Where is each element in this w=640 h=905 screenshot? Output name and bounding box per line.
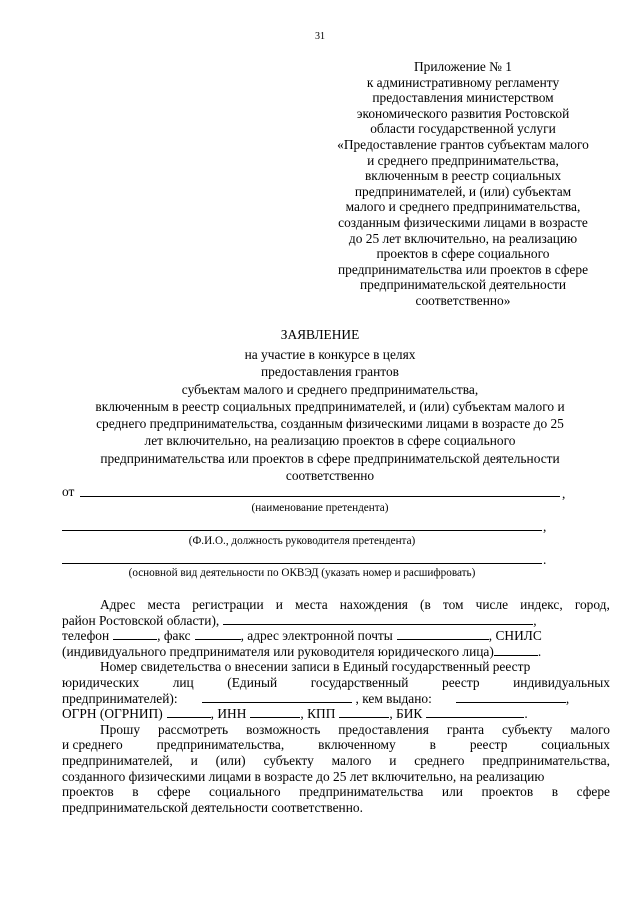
- request-line-6: предпринимательской деятельности соответственно.: [62, 799, 363, 815]
- subtitle-line: включенным в реестр социальных предпринимателей, и (или) субъектам малого и: [95, 398, 565, 414]
- appendix-line: созданным физическими лицами в возрасте: [338, 214, 588, 230]
- appendix-line: проектов в сфере социального: [376, 246, 550, 262]
- comma: ,: [543, 519, 547, 534]
- appendix-line: «Предоставление грантов субъектам малого: [337, 136, 589, 152]
- record-number-field[interactable]: [202, 691, 352, 703]
- caption-head: (Ф.И.О., должность руководителя претендента): [188, 535, 416, 547]
- kpp-field[interactable]: [339, 706, 389, 718]
- document-subtitle: [20, 346, 640, 484]
- caption-okved: (основной вид деятельности по ОКВЭД (указать номер и расшифровать): [128, 567, 476, 579]
- appendix-line: предоставления министерством: [372, 90, 554, 106]
- appendix-line: области государственной услуги: [370, 121, 556, 137]
- fax-field[interactable]: [195, 628, 241, 640]
- okved-field[interactable]: [62, 551, 542, 564]
- subtitle-line: среднего предпринимательства, созданным физическими лицами в возрасте до 25: [96, 416, 564, 432]
- subtitle-line: субъектам малого и среднего предпринимательства,: [181, 381, 479, 397]
- period: .: [543, 552, 547, 567]
- phone-field[interactable]: [113, 628, 157, 640]
- appendix-line: к административному регламенту: [366, 74, 560, 90]
- page-number: 31: [315, 31, 325, 42]
- applicant-name-field[interactable]: [80, 484, 560, 497]
- appendix-header: [318, 59, 608, 309]
- contacts-line: телефон , факс , адрес электронной почты , СНИЛС: [62, 628, 542, 644]
- address-line-1: Адрес места регистрации и места нахождения (в том числе индекс, город,: [100, 597, 610, 612]
- address-line-2: район Ростовской области), ,: [62, 612, 537, 628]
- appendix-line: малого и среднего предпринимательства,: [345, 199, 581, 215]
- request-line-1: Прошу рассмотреть возможность предоставления гранта субъекту малого: [100, 721, 610, 737]
- appendix-line: экономического развития Ростовской: [356, 105, 570, 121]
- comma: ,: [562, 486, 566, 501]
- subtitle-line: на участие в конкурсе в целях: [244, 347, 416, 362]
- appendix-line: до 25 лет включительно, на реализацию: [348, 230, 578, 246]
- appendix-line: предпринимательства или проектов в сфере: [337, 261, 589, 277]
- appendix-line: Приложение № 1: [413, 59, 513, 74]
- subtitle-line: соответственно: [285, 468, 375, 484]
- inn-field[interactable]: [250, 706, 300, 718]
- from-label: от: [62, 484, 75, 499]
- appendix-line: включенным в реестр социальных: [364, 168, 562, 184]
- form-body: [62, 597, 610, 815]
- ogrn-field[interactable]: [167, 706, 211, 718]
- codes-line: ОГРН (ОГРНИП) , ИНН , КПП , БИК .: [62, 706, 528, 722]
- bik-field[interactable]: [426, 706, 524, 718]
- head-name-field[interactable]: [62, 518, 542, 531]
- request-line-3: предпринимателей, и (или) субъекту малого и среднего предпринимательства,: [62, 752, 610, 768]
- subtitle-line: предпринимательства или проектов в сфере предпринимательской деятельности: [100, 450, 560, 466]
- request-line-4: созданного физическими лицами в возрасте до 25 лет включительно, на реализацию: [62, 768, 545, 784]
- record-line-2: юридических лиц (Единый государственный реестр индивидуальных: [62, 674, 610, 690]
- record-line-1: Номер свидетельства о внесении записи в Единый государственный реестр: [100, 659, 531, 675]
- appendix-line: предпринимательской деятельности: [360, 277, 566, 293]
- appendix-line: соответственно»: [415, 292, 511, 308]
- email-field[interactable]: [397, 628, 489, 640]
- address-field[interactable]: [223, 613, 533, 625]
- request-line-2: и среднего предпринимательства, включенному в реестр социальных: [62, 737, 610, 753]
- appendix-line: и среднего предпринимательства,: [367, 152, 559, 168]
- record-line-3: предпринимателей): , кем выдано: ,: [62, 690, 570, 706]
- appendix-line: предпринимателей, и (или) субъектам: [354, 183, 572, 199]
- subtitle-line: лет включительно, на реализацию проектов в сфере социального: [144, 433, 516, 449]
- subtitle-line: предоставления грантов: [261, 364, 399, 380]
- snils-line: (индивидуального предпринимателя или руководителя юридического лица) .: [62, 643, 542, 659]
- document-title: ЗАЯВЛЕНИЕ: [280, 327, 360, 342]
- issued-by-field[interactable]: [456, 691, 566, 703]
- snils-field[interactable]: [494, 644, 538, 656]
- caption-applicant: (наименование претендента): [251, 502, 389, 514]
- request-line-5: проектов в сфере социального предпринимательства или проектов в сфере: [62, 784, 610, 800]
